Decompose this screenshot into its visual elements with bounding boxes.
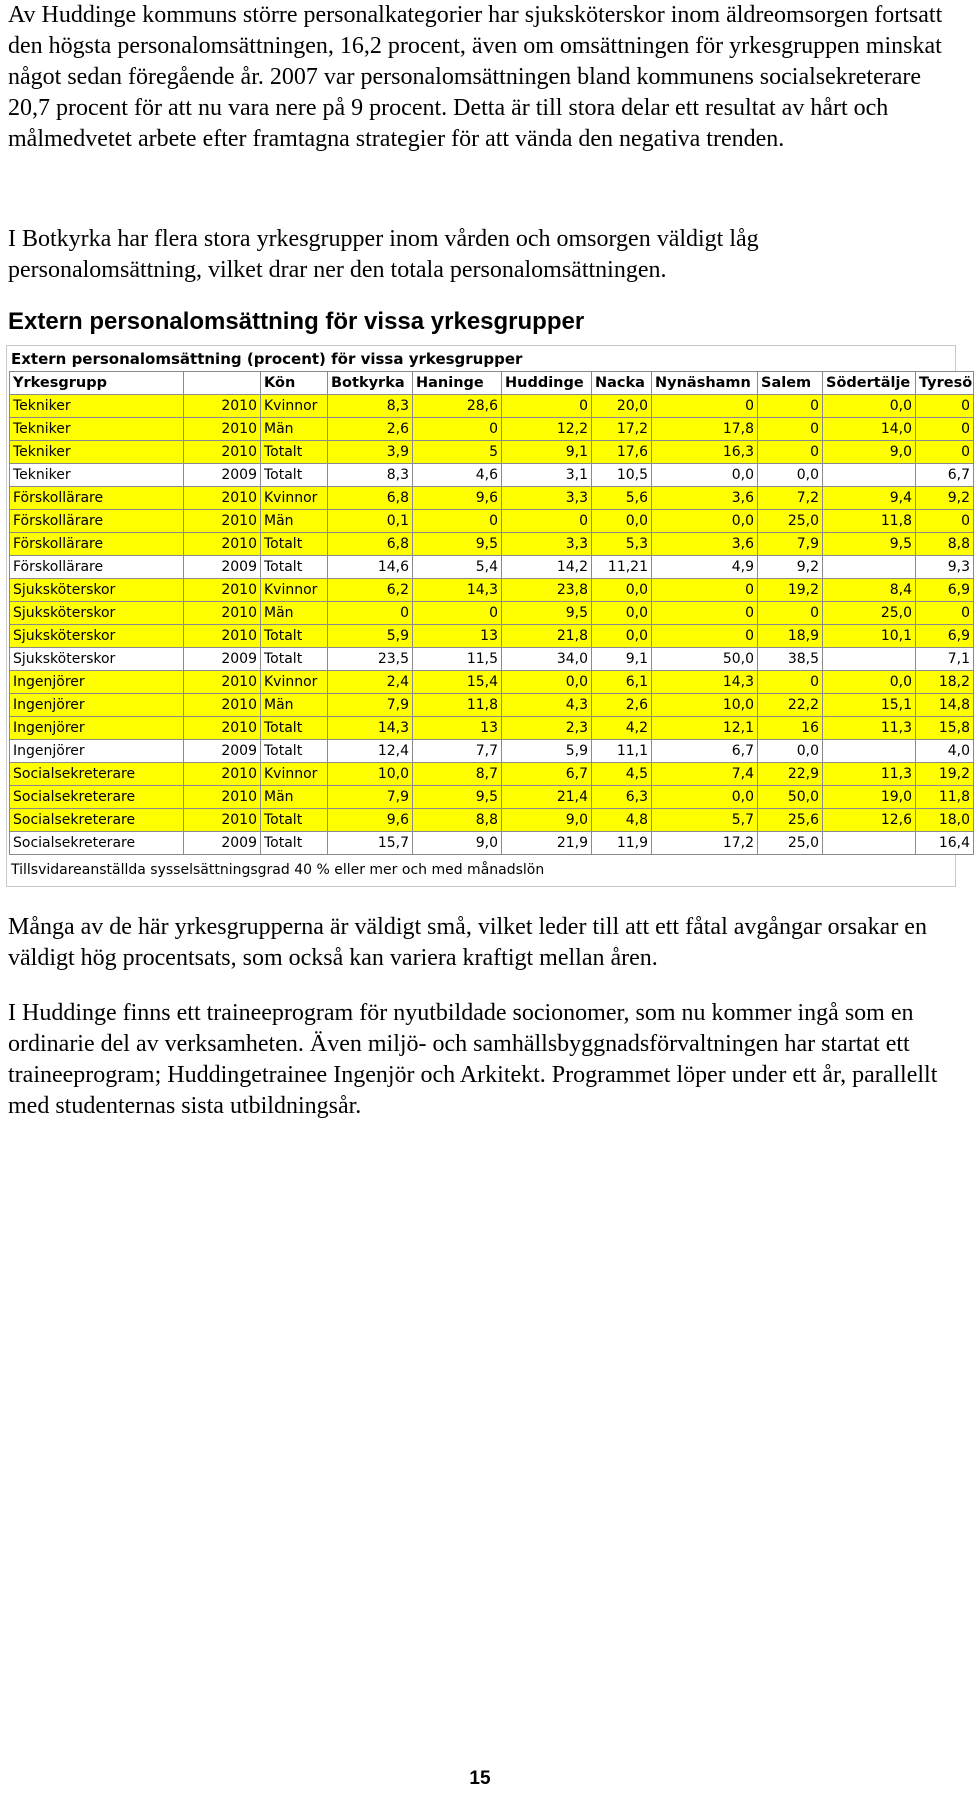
- table-cell: 3,6: [652, 487, 758, 510]
- table-body: [10, 395, 974, 855]
- table-cell: 19,2: [758, 579, 823, 602]
- table-cell: 2010: [184, 441, 261, 464]
- table-cell: 9,2: [916, 487, 974, 510]
- table-cell: 0: [652, 625, 758, 648]
- table-cell: 9,0: [413, 832, 502, 855]
- table-cell: 7,1: [916, 648, 974, 671]
- table-cell: Kvinnor: [261, 395, 328, 418]
- table-cell: [823, 740, 916, 763]
- table-cell: 14,8: [916, 694, 974, 717]
- table-cell: 11,5: [413, 648, 502, 671]
- paragraph-botkyrka-turnover: I Botkyrka har flera stora yrkesgrupper inom vården och omsorgen väldigt låg personalomsättning, vilket drar ner den totala personalomsättningen.: [8, 226, 759, 283]
- table-cell: 12,1: [652, 717, 758, 740]
- table-cell: 19,2: [916, 763, 974, 786]
- table-cell: 50,0: [652, 648, 758, 671]
- table-cell: 11,3: [823, 763, 916, 786]
- table-cell: 2009: [184, 648, 261, 671]
- table-cell: Män: [261, 418, 328, 441]
- table-cell: Totalt: [261, 625, 328, 648]
- table-row: [10, 510, 974, 533]
- table-row: [10, 625, 974, 648]
- table-header-cell: Huddinge: [502, 372, 592, 395]
- table-cell: 3,3: [502, 487, 592, 510]
- table-cell: 8,7: [413, 763, 502, 786]
- table-cell: 25,0: [758, 832, 823, 855]
- table-cell: 2010: [184, 763, 261, 786]
- table-cell: 2010: [184, 671, 261, 694]
- table-cell: 11,3: [823, 717, 916, 740]
- table-cell: 25,0: [758, 510, 823, 533]
- table-cell: 4,2: [592, 717, 652, 740]
- table-header-cell: Tyresö: [916, 372, 974, 395]
- table-cell: 5,3: [592, 533, 652, 556]
- table-cell: 2010: [184, 487, 261, 510]
- table-cell: 0,0: [823, 395, 916, 418]
- table-cell: Män: [261, 602, 328, 625]
- table-cell: 5,9: [502, 740, 592, 763]
- table-cell: 50,0: [758, 786, 823, 809]
- table-cell: 2009: [184, 740, 261, 763]
- table-cell: 0,1: [328, 510, 413, 533]
- table-row: [10, 832, 974, 855]
- table-header-row: [10, 372, 974, 395]
- table-cell: 0: [413, 418, 502, 441]
- table-cell: 2010: [184, 625, 261, 648]
- table-cell: Ingenjörer: [10, 740, 184, 763]
- table-cell: 11,1: [592, 740, 652, 763]
- table-footnote: Tillsvidareanställda sysselsättningsgrad 40 % eller mer och med månadslön: [11, 862, 545, 878]
- table-header-cell: Yrkesgrupp: [10, 372, 184, 395]
- table-cell: 2010: [184, 533, 261, 556]
- table-cell: 9,1: [592, 648, 652, 671]
- table-cell: 16,3: [652, 441, 758, 464]
- table-cell: 5,4: [413, 556, 502, 579]
- section-heading: Extern personalomsättning för vissa yrkesgrupper: [8, 308, 585, 335]
- table-cell: 2,6: [328, 418, 413, 441]
- table-cell: 2010: [184, 418, 261, 441]
- table-cell: 34,0: [502, 648, 592, 671]
- table-cell: 14,3: [652, 671, 758, 694]
- table-cell: 7,9: [328, 694, 413, 717]
- table-cell: 14,2: [502, 556, 592, 579]
- table-header-cell: Södertälje: [823, 372, 916, 395]
- table-cell: 19,0: [823, 786, 916, 809]
- table-cell: Socialsekreterare: [10, 786, 184, 809]
- table-cell: Kvinnor: [261, 579, 328, 602]
- paragraph-trainee-program: I Huddinge finns ett traineeprogram för nyutbildade socionomer, som nu kommer ingå som en ordinarie del av verksamheten. Även miljö- och samhällsbyggnadsförvaltningen har startat ett traineeprogram; Huddingetrainee Ingenjör och Arkitekt. Programmet löper under ett år, parallellt med studenternas sista utbildningsår.: [8, 1000, 938, 1119]
- table-cell: 4,0: [916, 740, 974, 763]
- table-cell: 0,0: [652, 786, 758, 809]
- table-cell: 18,9: [758, 625, 823, 648]
- table-cell: 28,6: [413, 395, 502, 418]
- table-cell: 0,0: [592, 579, 652, 602]
- table-cell: 2010: [184, 510, 261, 533]
- table-cell: Sjuksköterskor: [10, 625, 184, 648]
- table-cell: 3,1: [502, 464, 592, 487]
- table-cell: 9,4: [823, 487, 916, 510]
- table-row: [10, 579, 974, 602]
- table-cell: 0: [916, 441, 974, 464]
- table-cell: 6,9: [916, 625, 974, 648]
- table-row: [10, 441, 974, 464]
- table-cell: 0: [758, 395, 823, 418]
- table-cell: 5,9: [328, 625, 413, 648]
- table-cell: 14,3: [328, 717, 413, 740]
- table-header-cell: Haninge: [413, 372, 502, 395]
- table-cell: 10,0: [328, 763, 413, 786]
- table-cell: 21,4: [502, 786, 592, 809]
- table-cell: [823, 648, 916, 671]
- table-cell: 16: [758, 717, 823, 740]
- page-number: 15: [469, 1768, 491, 1789]
- table-row: [10, 786, 974, 809]
- table-cell: 2,6: [592, 694, 652, 717]
- table-cell: Män: [261, 786, 328, 809]
- table-cell: Sjuksköterskor: [10, 602, 184, 625]
- table-cell: 9,5: [413, 786, 502, 809]
- table-cell: 7,7: [413, 740, 502, 763]
- table-cell: 0: [502, 395, 592, 418]
- table-cell: Kvinnor: [261, 763, 328, 786]
- table-cell: 0,0: [758, 464, 823, 487]
- table-cell: 0: [328, 602, 413, 625]
- table-cell: 15,7: [328, 832, 413, 855]
- table-cell: 14,0: [823, 418, 916, 441]
- table-cell: 0,0: [592, 625, 652, 648]
- table-cell: Socialsekreterare: [10, 832, 184, 855]
- table-cell: 18,2: [916, 671, 974, 694]
- table-cell: 25,0: [823, 602, 916, 625]
- table-cell: 22,2: [758, 694, 823, 717]
- table-cell: Förskollärare: [10, 556, 184, 579]
- table-cell: 6,7: [652, 740, 758, 763]
- table-cell: 0,0: [823, 671, 916, 694]
- table-row: [10, 648, 974, 671]
- table-cell: 17,6: [592, 441, 652, 464]
- table-cell: 3,6: [652, 533, 758, 556]
- table-cell: 12,2: [502, 418, 592, 441]
- table-cell: 15,8: [916, 717, 974, 740]
- table-cell: 0: [758, 441, 823, 464]
- table-row: [10, 395, 974, 418]
- table-cell: Totalt: [261, 740, 328, 763]
- table-cell: Totalt: [261, 717, 328, 740]
- table-cell: 0,0: [652, 464, 758, 487]
- table-cell: Tekniker: [10, 395, 184, 418]
- table-cell: 10,0: [652, 694, 758, 717]
- table-cell: 17,8: [652, 418, 758, 441]
- table-row: [10, 671, 974, 694]
- table-cell: 9,1: [502, 441, 592, 464]
- table-cell: 0: [916, 395, 974, 418]
- table-cell: Totalt: [261, 832, 328, 855]
- table-header-cell: Kön: [261, 372, 328, 395]
- table-cell: 0: [916, 418, 974, 441]
- table-cell: 9,3: [916, 556, 974, 579]
- table-cell: Förskollärare: [10, 533, 184, 556]
- table-cell: 7,2: [758, 487, 823, 510]
- table-cell: Sjuksköterskor: [10, 579, 184, 602]
- table-cell: 8,8: [916, 533, 974, 556]
- table-row: [10, 694, 974, 717]
- table-cell: 4,5: [592, 763, 652, 786]
- table-cell: 2009: [184, 832, 261, 855]
- table-cell: 6,8: [328, 487, 413, 510]
- table-cell: 0: [916, 602, 974, 625]
- turnover-table: [9, 371, 974, 855]
- table-row: [10, 602, 974, 625]
- table-row: [10, 487, 974, 510]
- table-header-cell: Salem: [758, 372, 823, 395]
- table-cell: 4,6: [413, 464, 502, 487]
- paragraph-small-groups: Många av de här yrkesgrupperna är väldigt små, vilket leder till att ett fåtal avgångar orsakar en väldigt hög procentsats, som också kan variera kraftigt mellan åren.: [8, 914, 927, 971]
- table-cell: Totalt: [261, 464, 328, 487]
- table-cell: 2009: [184, 464, 261, 487]
- table-cell: Totalt: [261, 809, 328, 832]
- table-cell: 7,4: [652, 763, 758, 786]
- table-cell: 2010: [184, 694, 261, 717]
- table-cell: 5,7: [652, 809, 758, 832]
- table-cell: 0,0: [592, 510, 652, 533]
- table-cell: 0,0: [758, 740, 823, 763]
- table-cell: 0: [413, 510, 502, 533]
- table-cell: 0,0: [502, 671, 592, 694]
- table-cell: Sjuksköterskor: [10, 648, 184, 671]
- table-cell: Förskollärare: [10, 487, 184, 510]
- table-cell: 0: [502, 510, 592, 533]
- table-cell: 9,0: [502, 809, 592, 832]
- table-cell: 15,4: [413, 671, 502, 694]
- table-cell: Ingenjörer: [10, 671, 184, 694]
- table-cell: 22,9: [758, 763, 823, 786]
- table-cell: 6,9: [916, 579, 974, 602]
- table-cell: 0: [758, 602, 823, 625]
- table-header-cell: Nynäshamn: [652, 372, 758, 395]
- table-cell: 9,0: [823, 441, 916, 464]
- table-cell: [823, 832, 916, 855]
- table-cell: 20,0: [592, 395, 652, 418]
- table-cell: 0: [916, 510, 974, 533]
- table-cell: 2,4: [328, 671, 413, 694]
- table-cell: 9,6: [413, 487, 502, 510]
- turnover-table-image: [6, 345, 973, 887]
- table-cell: 9,6: [328, 809, 413, 832]
- table-cell: 2009: [184, 556, 261, 579]
- table-cell: Socialsekreterare: [10, 809, 184, 832]
- table-cell: 13: [413, 625, 502, 648]
- table-cell: 18,0: [916, 809, 974, 832]
- table-cell: Totalt: [261, 556, 328, 579]
- table-cell: 11,21: [592, 556, 652, 579]
- table-cell: 11,9: [592, 832, 652, 855]
- table-row: [10, 763, 974, 786]
- table-cell: 0,0: [652, 510, 758, 533]
- table-cell: Tekniker: [10, 441, 184, 464]
- table-cell: 0: [652, 395, 758, 418]
- table-cell: 16,4: [916, 832, 974, 855]
- table-cell: Totalt: [261, 533, 328, 556]
- table-cell: Ingenjörer: [10, 694, 184, 717]
- table-cell: 8,3: [328, 464, 413, 487]
- table-cell: 8,8: [413, 809, 502, 832]
- table-cell: 5: [413, 441, 502, 464]
- table-cell: 0,0: [592, 602, 652, 625]
- table-cell: 6,3: [592, 786, 652, 809]
- table-cell: Socialsekreterare: [10, 763, 184, 786]
- table-cell: Män: [261, 510, 328, 533]
- table-cell: Tekniker: [10, 418, 184, 441]
- table-cell: 6,2: [328, 579, 413, 602]
- table-row: [10, 464, 974, 487]
- table-cell: 2010: [184, 809, 261, 832]
- table-cell: 12,4: [328, 740, 413, 763]
- table-cell: 11,8: [916, 786, 974, 809]
- table-cell: 21,9: [502, 832, 592, 855]
- table-cell: Totalt: [261, 441, 328, 464]
- table-cell: 23,5: [328, 648, 413, 671]
- table-cell: 10,5: [592, 464, 652, 487]
- table-cell: 2010: [184, 602, 261, 625]
- table-cell: 17,2: [592, 418, 652, 441]
- table-cell: Män: [261, 694, 328, 717]
- table-cell: Förskollärare: [10, 510, 184, 533]
- table-cell: 11,8: [823, 510, 916, 533]
- table-cell: 25,6: [758, 809, 823, 832]
- table-header-cell: Nacka: [592, 372, 652, 395]
- table-cell: 2010: [184, 717, 261, 740]
- table-cell: 9,2: [758, 556, 823, 579]
- table-cell: 6,7: [502, 763, 592, 786]
- table-cell: Kvinnor: [261, 671, 328, 694]
- table-cell: 15,1: [823, 694, 916, 717]
- table-cell: 0: [758, 418, 823, 441]
- table-cell: 6,1: [592, 671, 652, 694]
- table-header-cell: Botkyrka: [328, 372, 413, 395]
- table-cell: 2010: [184, 395, 261, 418]
- table-cell: 4,3: [502, 694, 592, 717]
- table-row: [10, 418, 974, 441]
- table-cell: Totalt: [261, 648, 328, 671]
- table-cell: 8,3: [328, 395, 413, 418]
- table-cell: 2,3: [502, 717, 592, 740]
- table-cell: 0: [758, 671, 823, 694]
- table-cell: 2010: [184, 786, 261, 809]
- table-cell: [823, 464, 916, 487]
- table-cell: 8,4: [823, 579, 916, 602]
- table-cell: 2010: [184, 579, 261, 602]
- table-cell: 7,9: [328, 786, 413, 809]
- table-cell: 14,6: [328, 556, 413, 579]
- table-cell: 4,9: [652, 556, 758, 579]
- table-cell: 10,1: [823, 625, 916, 648]
- table-cell: 21,8: [502, 625, 592, 648]
- table-cell: 5,6: [592, 487, 652, 510]
- table-cell: 11,8: [413, 694, 502, 717]
- table-cell: 3,3: [502, 533, 592, 556]
- paragraph-huddinge-turnover: Av Huddinge kommuns större personalkategorier har sjuksköterskor inom äldreomsorgen fortsatt den högsta personalomsättningen, 16,2 procent, även om omsättningen för yrkesgruppen minskat något sedan föregående år. 2007 var personalomsättningen bland kommunens socialsekreterare 20,7 procent för att nu vara nere på 9 procent. Detta är till stora delar ett resultat av hårt och målmedvetet arbete efter framtagna strategier för att vända den negativa trenden.: [8, 2, 943, 152]
- table-cell: [823, 556, 916, 579]
- table-cell: 0: [652, 579, 758, 602]
- table-cell: 13: [413, 717, 502, 740]
- table-cell: 38,5: [758, 648, 823, 671]
- table-cell: 14,3: [413, 579, 502, 602]
- table-title: Extern personalomsättning (procent) för vissa yrkesgrupper: [11, 350, 523, 368]
- table-cell: Tekniker: [10, 464, 184, 487]
- table-cell: 12,6: [823, 809, 916, 832]
- table-cell: Kvinnor: [261, 487, 328, 510]
- table-cell: 23,8: [502, 579, 592, 602]
- table-cell: 6,8: [328, 533, 413, 556]
- table-cell: 0: [413, 602, 502, 625]
- table-cell: 4,8: [592, 809, 652, 832]
- table-cell: Ingenjörer: [10, 717, 184, 740]
- table-header-cell: [184, 372, 261, 395]
- table-row: [10, 717, 974, 740]
- table-row: [10, 809, 974, 832]
- table-cell: 9,5: [413, 533, 502, 556]
- table-row: [10, 533, 974, 556]
- table-cell: 7,9: [758, 533, 823, 556]
- table-cell: 9,5: [823, 533, 916, 556]
- table-row: [10, 556, 974, 579]
- table-row: [10, 740, 974, 763]
- table-cell: 17,2: [652, 832, 758, 855]
- table-cell: 0: [652, 602, 758, 625]
- table-cell: 9,5: [502, 602, 592, 625]
- table-cell: 6,7: [916, 464, 974, 487]
- table-cell: 3,9: [328, 441, 413, 464]
